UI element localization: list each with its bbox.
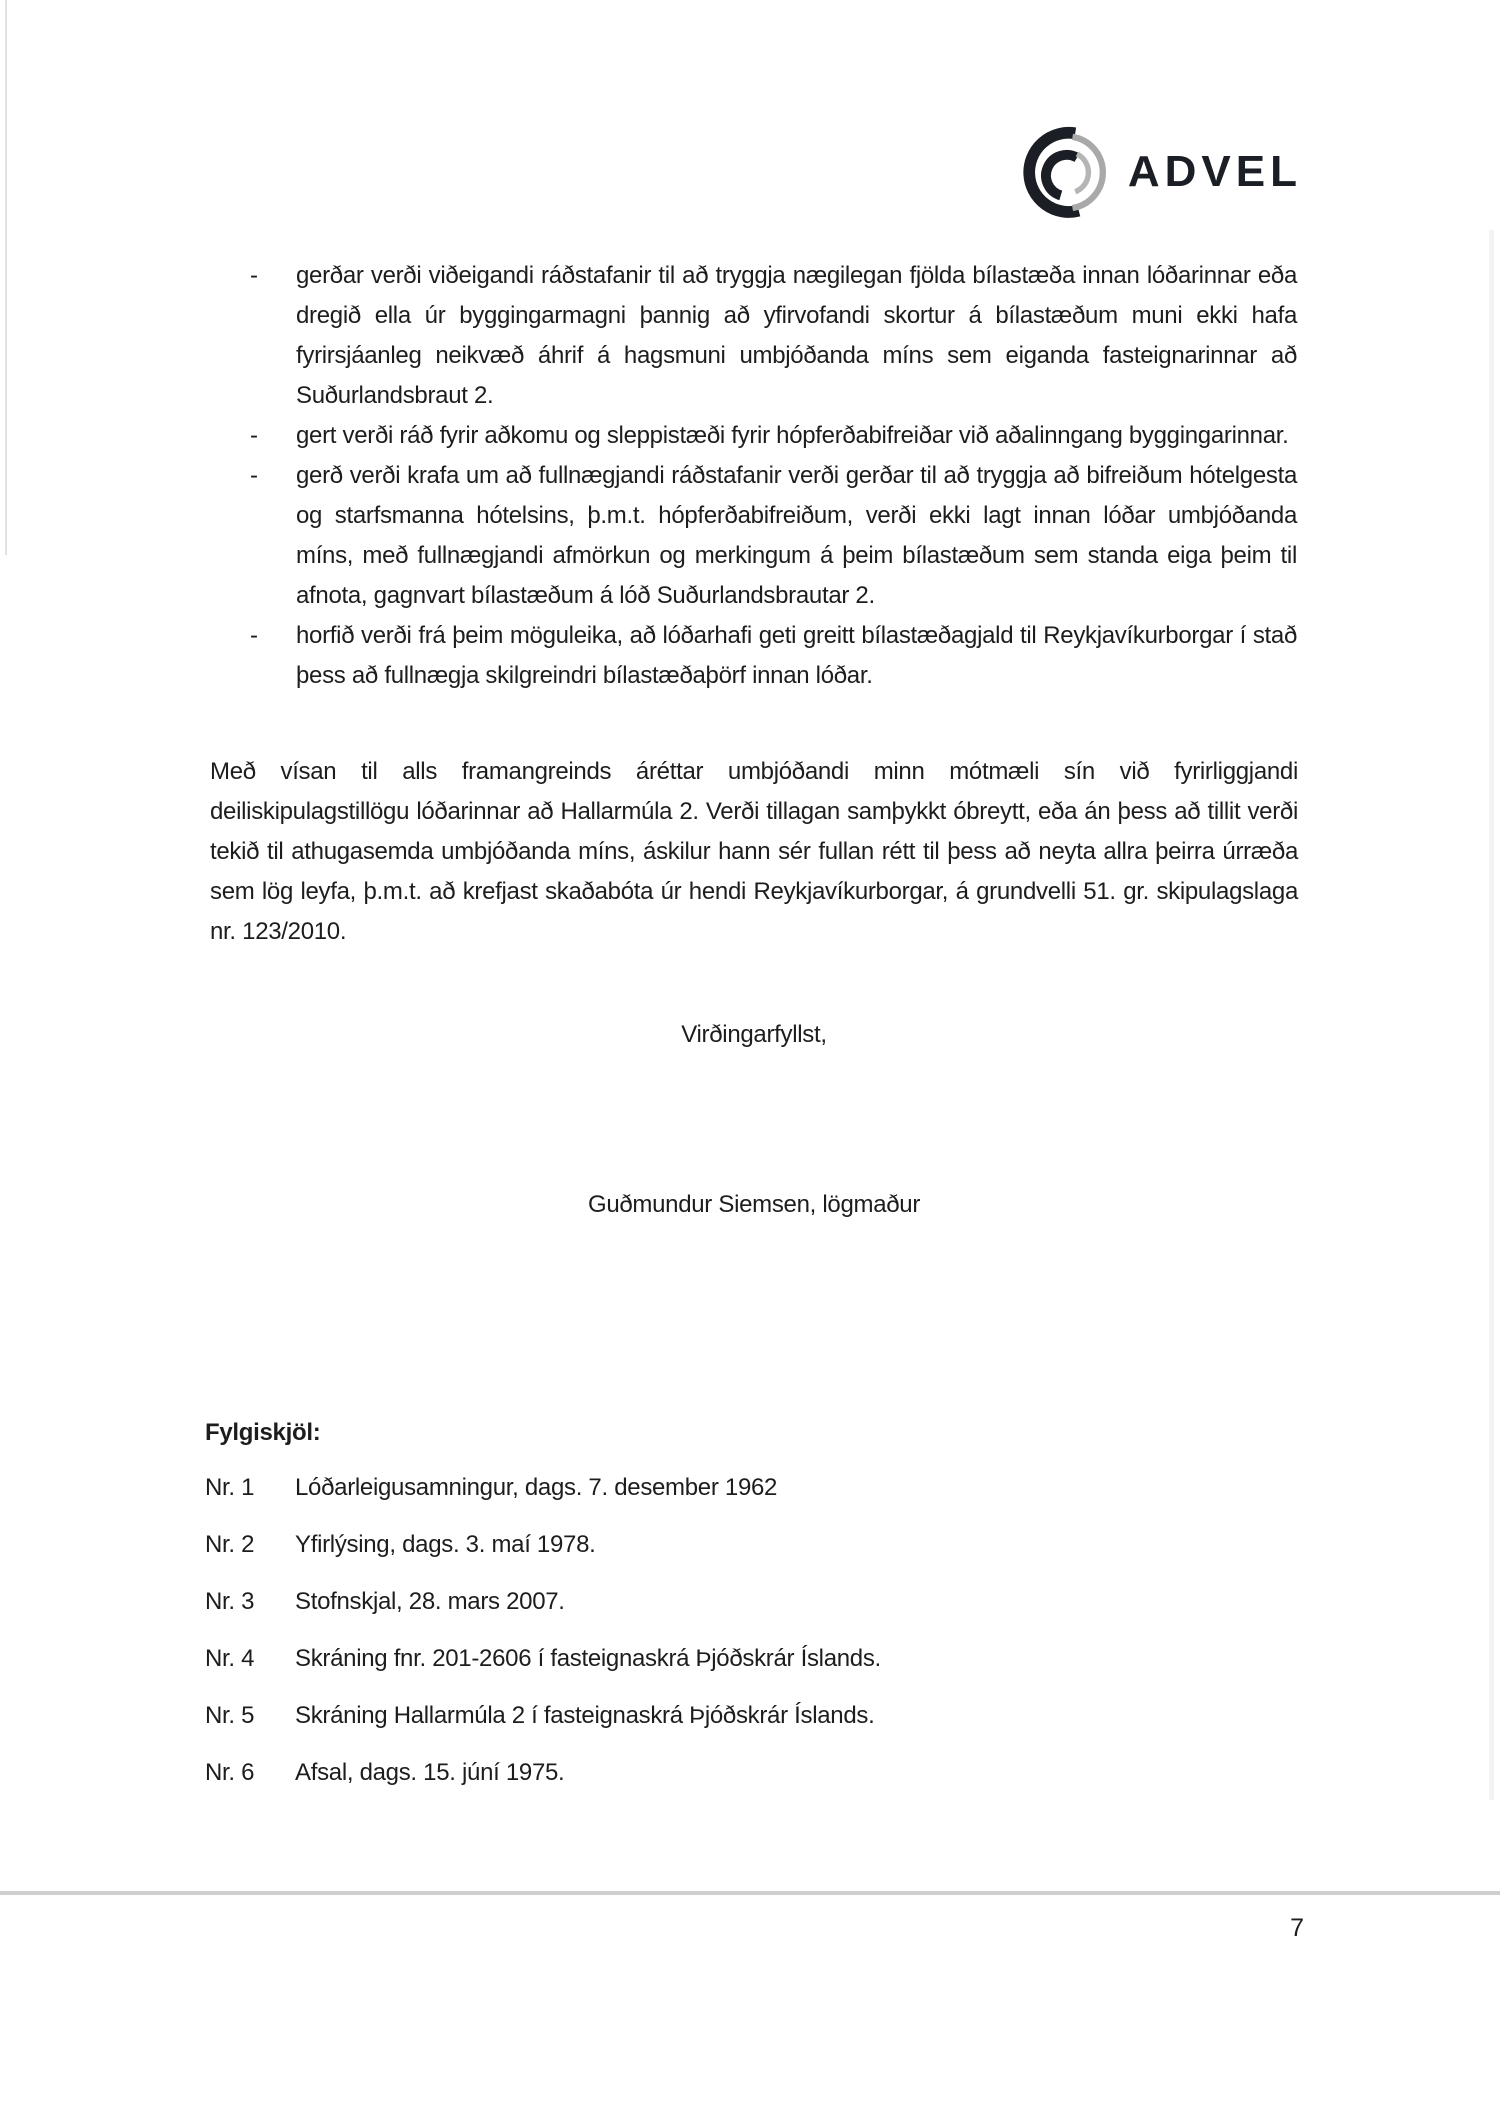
advel-logo-mark-icon (1023, 124, 1113, 220)
attachment-description: Skráning fnr. 201-2606 í fasteignaskrá Þjóðskrár Íslands. (295, 1645, 881, 1672)
list-item (205, 1582, 1305, 1622)
advel-logo-wordmark: ADVEL (1127, 147, 1302, 196)
attachment-number: Nr. 6 (205, 1759, 255, 1786)
scan-artifact-right-streak (1489, 230, 1494, 1800)
closing-argument-paragraph: Með vísan til alls framangreinds áréttar umbjóðandi minn mótmæli sín við fyrirliggjandi deiliskipulagstillögu lóðarinnar að Hallarmúla 2. Verði tillagan samþykkt óbreytt, eða án þess að tillit verði tekið til athugasemda umbjóðanda míns, áskilur hann sér fullan rétt til þess að neyta allra þeirra úrræða sem lög leyfa, þ.m.t. að krefjast skaðabóta úr hendi Reykjavíkurborgar, á grundvelli 51. gr. skipulagslaga nr. 123/2010. (210, 758, 1298, 945)
bullet-dash: - (250, 262, 258, 289)
list-item (250, 416, 1297, 456)
list-item (250, 456, 1297, 616)
scan-artifact-left-line (5, 0, 7, 555)
page-number: 7 (1290, 1914, 1304, 1942)
attachment-number: Nr. 1 (205, 1474, 255, 1501)
attachments-list (205, 1468, 1305, 1810)
list-item (205, 1696, 1305, 1736)
attachment-number: Nr. 5 (205, 1702, 255, 1729)
attachment-description: Afsal, dags. 15. júní 1975. (295, 1759, 565, 1786)
attachment-description: Skráning Hallarmúla 2 í fasteignaskrá Þjóðskrár Íslands. (295, 1702, 875, 1729)
attachment-description: Yfirlýsing, dags. 3. maí 1978. (295, 1531, 596, 1558)
attachment-number: Nr. 4 (205, 1645, 255, 1672)
objection-bullet-list (250, 256, 1297, 696)
bullet-dash: - (250, 462, 258, 489)
list-item (250, 616, 1297, 696)
bullet-text: gerð verði krafa um að fullnægjandi ráðstafanir verði gerðar til að tryggja að bifreiðum hótelgesta og starfsmanna hótelsins, þ.m.t. hópferðabifreiðum, verði ekki lagt innan lóðar umbjóðanda míns, með fullnægjandi afmörkun og merkingum á þeim bílastæðum sem standa eiga þeim til afnota, gagnvart bílastæðum á lóð Suðurlandsbrautar 2. (296, 462, 1297, 609)
list-item (205, 1639, 1305, 1679)
bullet-dash: - (250, 622, 258, 649)
attachment-number: Nr. 2 (205, 1531, 255, 1558)
bullet-text: gerðar verði viðeigandi ráðstafanir til að tryggja nægilegan fjölda bílastæða innan lóðarinnar eða dregið ella úr byggingarmagni þannig að yfirvofandi skortur á bílastæðum muni ekki hafa fyrirsjáanleg neikvæð áhrif á hagsmuni umbjóðanda míns sem eiganda fasteignarinnar að Suðurlandsbraut 2. (296, 262, 1297, 409)
list-item (250, 256, 1297, 416)
attachments-heading: Fylgiskjöl: (205, 1419, 321, 1446)
list-item (205, 1468, 1305, 1508)
footer-divider (0, 1891, 1500, 1895)
valediction: Virðingarfyllst, (681, 1021, 827, 1048)
advel-logo (1023, 124, 1302, 220)
attachment-number: Nr. 3 (205, 1588, 255, 1615)
attachment-description: Stofnskjal, 28. mars 2007. (295, 1588, 565, 1615)
list-item (205, 1525, 1305, 1565)
attachment-description: Lóðarleigusamningur, dags. 7. desember 1962 (295, 1474, 778, 1501)
signature-name: Guðmundur Siemsen, lögmaður (587, 1191, 921, 1218)
bullet-text: gert verði ráð fyrir aðkomu og sleppistæði fyrir hópferðabifreiðar við aðalinngang byggingarinnar. (296, 422, 1289, 449)
bullet-text: horfið verði frá þeim möguleika, að lóðarhafi geti greitt bílastæðagjald til Reykjavíkurborgar í stað þess að fullnægja skilgreindri bílastæðaþörf innan lóðar. (296, 622, 1297, 689)
list-item (205, 1753, 1305, 1793)
bullet-dash: - (250, 422, 258, 449)
